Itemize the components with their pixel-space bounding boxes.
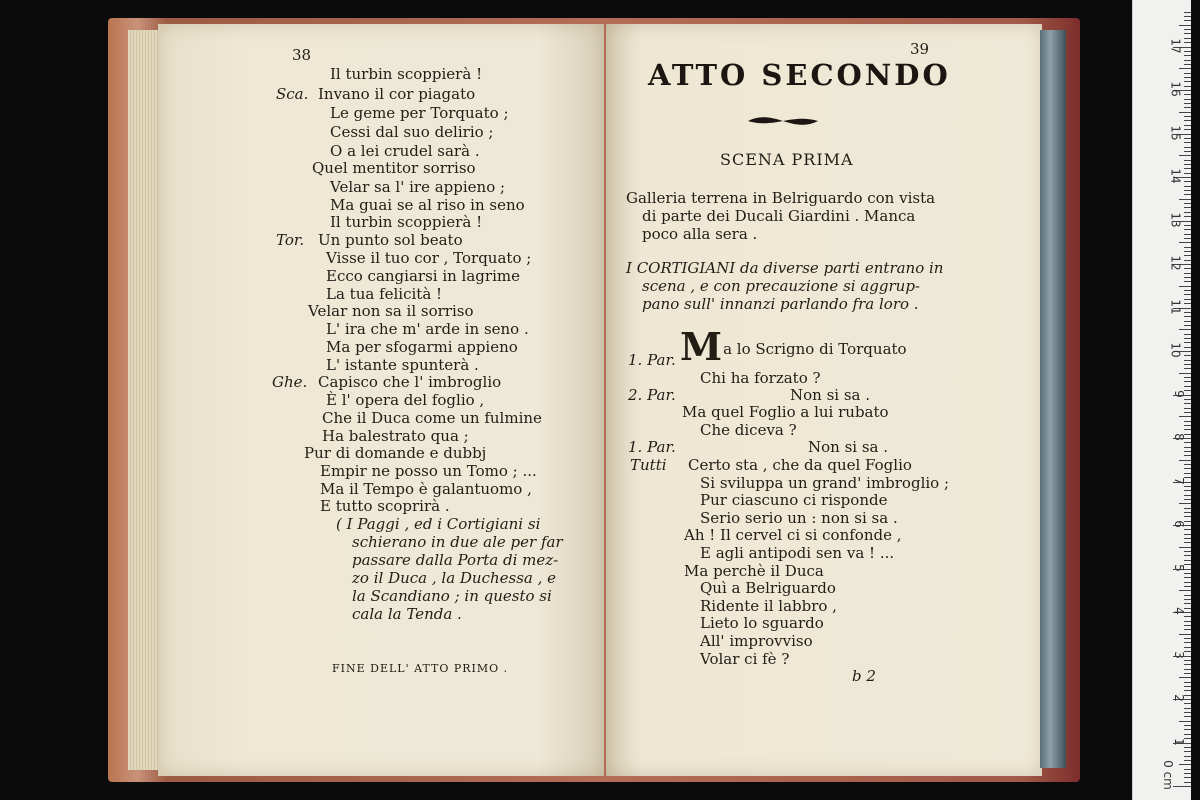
ruler-tick <box>1184 81 1191 82</box>
ruler-tick <box>1184 107 1191 108</box>
verse-line: E tutto scoprirà . <box>320 497 450 515</box>
ornament-icon <box>746 114 820 128</box>
ruler-tick <box>1184 55 1191 56</box>
ruler-tick <box>1184 725 1191 726</box>
ruler-tick <box>1184 690 1191 691</box>
ruler-tick <box>1184 756 1191 757</box>
ruler-tick <box>1184 686 1191 687</box>
ruler-tick <box>1184 747 1191 748</box>
act-end-footer: FINE DELL' ATTO PRIMO . <box>332 662 509 675</box>
ruler-tick <box>1184 181 1191 182</box>
verse-line: Empir ne posso un Tomo ; ... <box>320 462 537 480</box>
setting-line: poco alla sera . <box>642 225 758 243</box>
speaker-or-direction: passare dalla Porta di mez- <box>352 551 559 569</box>
ruler-tick <box>1184 660 1191 661</box>
ruler-tick <box>1184 403 1191 404</box>
ruler-tick <box>1184 207 1191 208</box>
ruler-tick <box>1184 486 1191 487</box>
verse-line: Chi ha forzato ? <box>700 369 821 387</box>
ruler-tick <box>1184 321 1191 322</box>
verse-line: Ecco cangiarsi in lagrime <box>326 267 520 285</box>
ruler-tick <box>1184 73 1191 74</box>
ruler-tick <box>1184 512 1191 513</box>
ruler-tick <box>1184 495 1191 496</box>
ruler-tick <box>1184 577 1191 578</box>
ruler-tick <box>1184 499 1191 500</box>
ruler-tick <box>1184 347 1191 348</box>
ruler-tick <box>1179 68 1191 69</box>
ruler-tick <box>1184 629 1191 630</box>
ruler-tick <box>1184 538 1191 539</box>
ruler-tick <box>1184 734 1191 735</box>
verse-line: Le geme per Torquato ; <box>330 104 509 122</box>
ruler-tick <box>1184 534 1191 535</box>
ruler-tick <box>1184 773 1191 774</box>
ruler-tick <box>1184 368 1191 369</box>
ruler-tick <box>1184 451 1191 452</box>
ruler-tick <box>1184 599 1191 600</box>
ruler-tick <box>1184 294 1191 295</box>
verse-line: Serio serio un : non si sa . <box>700 509 898 527</box>
ruler-tick <box>1184 299 1191 300</box>
ruler-tick <box>1179 764 1191 765</box>
ruler-tick <box>1184 212 1191 213</box>
ruler-tick <box>1184 412 1191 413</box>
ruler-tick <box>1184 377 1191 378</box>
ruler-tick <box>1184 625 1191 626</box>
ruler-tick <box>1184 290 1191 291</box>
verse-line: Velar non sa il sorriso <box>308 302 474 320</box>
verse-line: Capisco che l' imbroglio <box>318 373 502 391</box>
ruler-tick <box>1184 186 1191 187</box>
ruler-number: 1 <box>1172 737 1187 746</box>
ruler-tick <box>1184 647 1191 648</box>
ruler-tick <box>1184 408 1191 409</box>
stage-direction-line: I CORTIGIANI da diverse parti entrano in <box>626 259 944 277</box>
ruler-tick <box>1184 464 1191 465</box>
ruler-tick <box>1179 25 1191 26</box>
ruler-tick <box>1184 621 1191 622</box>
ruler-tick <box>1179 416 1191 417</box>
ruler-tick <box>1184 468 1191 469</box>
verse-line: Volar ci fè ? <box>700 650 790 668</box>
ruler-tick <box>1184 194 1191 195</box>
verse-line: Certo sta , che da quel Foglio <box>688 456 912 474</box>
ruler-tick <box>1184 334 1191 335</box>
ruler-tick <box>1184 129 1191 130</box>
speaker-or-direction: Tor. <box>276 231 305 249</box>
ruler-tick <box>1184 729 1191 730</box>
ruler-tick <box>1184 38 1191 39</box>
ruler-tick <box>1184 381 1191 382</box>
ruler-number: 4 <box>1172 607 1187 615</box>
ruler-tick <box>1184 103 1191 104</box>
ruler-tick <box>1184 490 1191 491</box>
ruler-tick <box>1184 638 1191 639</box>
verse-line: Pur ciascuno ci risponde <box>700 491 888 509</box>
verse-line: Ma guai se al riso in seno <box>330 196 525 214</box>
ruler-tick <box>1184 595 1191 596</box>
ruler-tick <box>1184 160 1191 161</box>
ruler-tick <box>1184 603 1191 604</box>
ruler-tick <box>1184 12 1191 13</box>
speaker-or-direction: ( I Paggi , ed i Cortigiani si <box>336 515 541 533</box>
ruler-tick <box>1184 442 1191 443</box>
ruler-tick <box>1184 303 1191 304</box>
act-title: ATTO SECONDO <box>648 58 951 92</box>
ruler-tick <box>1184 555 1191 556</box>
ruler-tick <box>1184 29 1191 30</box>
ruler-tick <box>1184 229 1191 230</box>
ruler-number: 13 <box>1168 211 1183 228</box>
verse-line: Non si sa . <box>808 438 889 456</box>
ruler-tick <box>1179 242 1191 243</box>
signature-mark: b 2 <box>852 667 876 685</box>
ruler-number: 2 <box>1172 694 1187 702</box>
speaker-or-direction: schierano in due ale per far <box>352 533 563 551</box>
ruler-tick <box>1184 586 1191 587</box>
verse-line: Visse il tuo cor , Torquato ; <box>326 249 532 267</box>
verse-line: Ma perchè il Duca <box>684 562 824 580</box>
ruler-tick <box>1184 386 1191 387</box>
ruler-tick <box>1179 677 1191 678</box>
verse-line: Un punto sol beato <box>318 231 463 249</box>
ruler-tick <box>1184 355 1191 356</box>
verse-line: Il turbin scoppierà ! <box>330 213 483 231</box>
ruler-tick <box>1184 138 1191 139</box>
verse-line: Velar sa l' ire appieno ; <box>330 178 506 196</box>
ruler-tick <box>1184 33 1191 34</box>
ruler-tick <box>1184 77 1191 78</box>
verse-line: Pur di domande e dubbj <box>304 444 487 462</box>
ruler-tick <box>1184 682 1191 683</box>
ruler-tick <box>1184 642 1191 643</box>
ruler-tick <box>1184 277 1191 278</box>
ruler-tick <box>1184 338 1191 339</box>
ruler-tick <box>1184 268 1191 269</box>
speaker-label: Tutti <box>630 456 667 474</box>
speaker-label: 1. Par. <box>628 438 676 456</box>
ruler-tick <box>1184 473 1191 474</box>
ruler-tick <box>1179 634 1191 635</box>
verse-text: a lo Scrigno di Torquato <box>723 340 907 358</box>
ruler-tick <box>1184 582 1191 583</box>
ruler-tick <box>1179 286 1191 287</box>
stage-direction-line: scena , e con precauzione si aggrup- <box>642 277 920 295</box>
setting-line: Galleria terrena in Belriguardo con vista <box>626 189 936 207</box>
ruler-tick <box>1184 168 1191 169</box>
ruler-tick <box>1184 703 1191 704</box>
ruler-tick <box>1184 255 1191 256</box>
verse-line: La tua felicità ! <box>326 285 443 303</box>
ruler-tick <box>1184 716 1191 717</box>
verse-line: Quì a Belriguardo <box>700 579 836 597</box>
ruler-tick <box>1184 64 1191 65</box>
verse-line: Non si sa . <box>790 386 871 404</box>
scene-title: SCENA PRIMA <box>720 150 854 169</box>
ruler-tick <box>1184 42 1191 43</box>
ruler-tick <box>1184 342 1191 343</box>
ruler-number: 5 <box>1172 563 1187 572</box>
ruler-tick <box>1184 147 1191 148</box>
ruler-tick <box>1184 173 1191 174</box>
ruler-tick <box>1184 251 1191 252</box>
ruler-tick <box>1179 503 1191 504</box>
verse-line: Ma il Tempo è galantuomo , <box>320 480 532 498</box>
ruler-tick <box>1184 425 1191 426</box>
ruler-tick <box>1184 529 1191 530</box>
ruler-tick <box>1179 155 1191 156</box>
ruler-number: 11 <box>1168 298 1183 315</box>
dropcap-line <box>680 324 907 369</box>
ruler-tick <box>1179 199 1191 200</box>
ruler-tick <box>1184 94 1191 95</box>
page-edges <box>128 30 160 770</box>
verse-line: Ha balestrato qua ; <box>322 427 469 445</box>
ruler-tick <box>1184 325 1191 326</box>
ruler-tick <box>1179 112 1191 113</box>
ruler-tick <box>1184 777 1191 778</box>
ruler-tick <box>1184 673 1191 674</box>
left-page-number: 38 <box>292 46 312 64</box>
ruler-tick <box>1184 760 1191 761</box>
ruler-tick <box>1184 669 1191 670</box>
ruler-number: 17 <box>1168 37 1183 54</box>
ruler-tick <box>1184 573 1191 574</box>
ruler-number: 10 <box>1168 342 1183 358</box>
ruler-tick <box>1184 225 1191 226</box>
ruler-number: 0 cm <box>1161 760 1176 790</box>
verse-line: Si sviluppa un grand' imbroglio ; <box>700 474 950 492</box>
ruler-tick <box>1184 560 1191 561</box>
ruler-tick <box>1184 151 1191 152</box>
ruler-tick <box>1184 238 1191 239</box>
verse-line: È l' opera del foglio , <box>326 391 485 409</box>
speaker-or-direction: Ghe. <box>272 373 308 391</box>
ruler-number: 14 <box>1168 168 1183 184</box>
ruler-tick <box>1184 260 1191 261</box>
ruler-tick <box>1184 281 1191 282</box>
verse-line: Cessi dal suo delirio ; <box>330 123 494 141</box>
ruler-number: 15 <box>1168 124 1183 141</box>
verse-line: E agli antipodi sen va ! ... <box>700 544 895 562</box>
ruler-tick <box>1184 20 1191 21</box>
stage-direction-line: pano sull' innanzi parlando fra loro . <box>642 295 919 313</box>
ruler-number: 12 <box>1168 255 1183 271</box>
ruler-tick <box>1184 273 1191 274</box>
ruler-tick <box>1184 782 1191 783</box>
ruler-tick <box>1184 99 1191 100</box>
speaker-or-direction: Sca. <box>276 85 309 103</box>
ruler-tick <box>1179 721 1191 722</box>
ruler-tick <box>1184 216 1191 217</box>
ruler-tick <box>1179 329 1191 330</box>
ruler-tick <box>1184 551 1191 552</box>
ruler-tick <box>1184 421 1191 422</box>
book-spine-edge <box>1040 30 1066 768</box>
verse-line: L' ira che m' arde in seno . <box>326 320 529 338</box>
verse-line: Il turbin scoppierà ! <box>330 65 483 83</box>
ruler-tick <box>1179 590 1191 591</box>
ruler-number: 8 <box>1172 433 1187 441</box>
ruler-tick <box>1184 120 1191 121</box>
speaker-label: 2. Par. <box>628 386 676 404</box>
ruler-tick <box>1179 373 1191 374</box>
ruler-number: 7 <box>1172 476 1187 485</box>
verse-line: Che il Duca come un fulmine <box>322 409 542 427</box>
ruler-tick <box>1184 51 1191 52</box>
ruler-tick <box>1184 316 1191 317</box>
ruler-number: 6 <box>1172 520 1187 528</box>
speaker-or-direction: cala la Tenda . <box>352 605 462 623</box>
dropcap-letter: M <box>680 324 723 369</box>
ruler-tick <box>1184 769 1191 770</box>
ruler-tick <box>1184 234 1191 235</box>
verse-line: L' istante spunterà . <box>326 356 479 374</box>
ruler-tick <box>1184 125 1191 126</box>
ruler-tick <box>1184 142 1191 143</box>
ruler-number: 9 <box>1172 389 1187 398</box>
verse-line: Ma quel Foglio a lui rubato <box>682 403 889 421</box>
ruler-tick <box>1184 60 1191 61</box>
speaker-or-direction: zo il Duca , la Duchessa , e <box>352 569 557 587</box>
ruler-tick <box>1184 516 1191 517</box>
measuring-ruler <box>1132 0 1191 800</box>
ruler-tick <box>1184 429 1191 430</box>
ruler-tick <box>1179 547 1191 548</box>
ruler-number: 3 <box>1172 650 1187 659</box>
verse-line: O a lei crudel sarà . <box>330 142 480 160</box>
ruler-tick <box>1184 542 1191 543</box>
ruler-number: 16 <box>1168 81 1183 97</box>
verse-line: Quel mentitor sorriso <box>312 159 476 177</box>
ruler-tick <box>1184 447 1191 448</box>
speaker-label: 1. Par. <box>628 351 676 369</box>
ruler-tick <box>1184 247 1191 248</box>
ruler-tick <box>1184 116 1191 117</box>
ruler-tick <box>1184 16 1191 17</box>
verse-line: All' improvviso <box>700 632 813 650</box>
ruler-tick <box>1184 364 1191 365</box>
ruler-tick <box>1184 712 1191 713</box>
ruler-tick <box>1184 616 1191 617</box>
ruler-tick <box>1184 164 1191 165</box>
ruler-tick <box>1184 664 1191 665</box>
verse-line: Ma per sfogarmi appieno <box>326 338 518 356</box>
ruler-tick <box>1184 190 1191 191</box>
ruler-tick <box>1184 508 1191 509</box>
ruler-tick <box>1184 203 1191 204</box>
ruler-tick <box>1184 708 1191 709</box>
verse-line: Invano il cor piagato <box>318 85 476 103</box>
verse-line: Ridente il labbro , <box>700 597 837 615</box>
verse-line: Ah ! Il cervel ci si confonde , <box>684 526 902 544</box>
ruler-tick <box>1184 751 1191 752</box>
ruler-tick <box>1173 786 1191 787</box>
verse-line: Lieto lo sguardo <box>700 614 824 632</box>
ruler-tick <box>1184 360 1191 361</box>
ruler-tick <box>1184 312 1191 313</box>
ruler-tick <box>1184 399 1191 400</box>
ruler-tick <box>1184 86 1191 87</box>
speaker-or-direction: la Scandiano ; in questo si <box>352 587 552 605</box>
right-page-number: 39 <box>910 40 930 58</box>
ruler-tick <box>1184 455 1191 456</box>
setting-line: di parte dei Ducali Giardini . Manca <box>642 207 916 225</box>
ruler-tick <box>1179 460 1191 461</box>
verse-line: Che diceva ? <box>700 421 797 439</box>
